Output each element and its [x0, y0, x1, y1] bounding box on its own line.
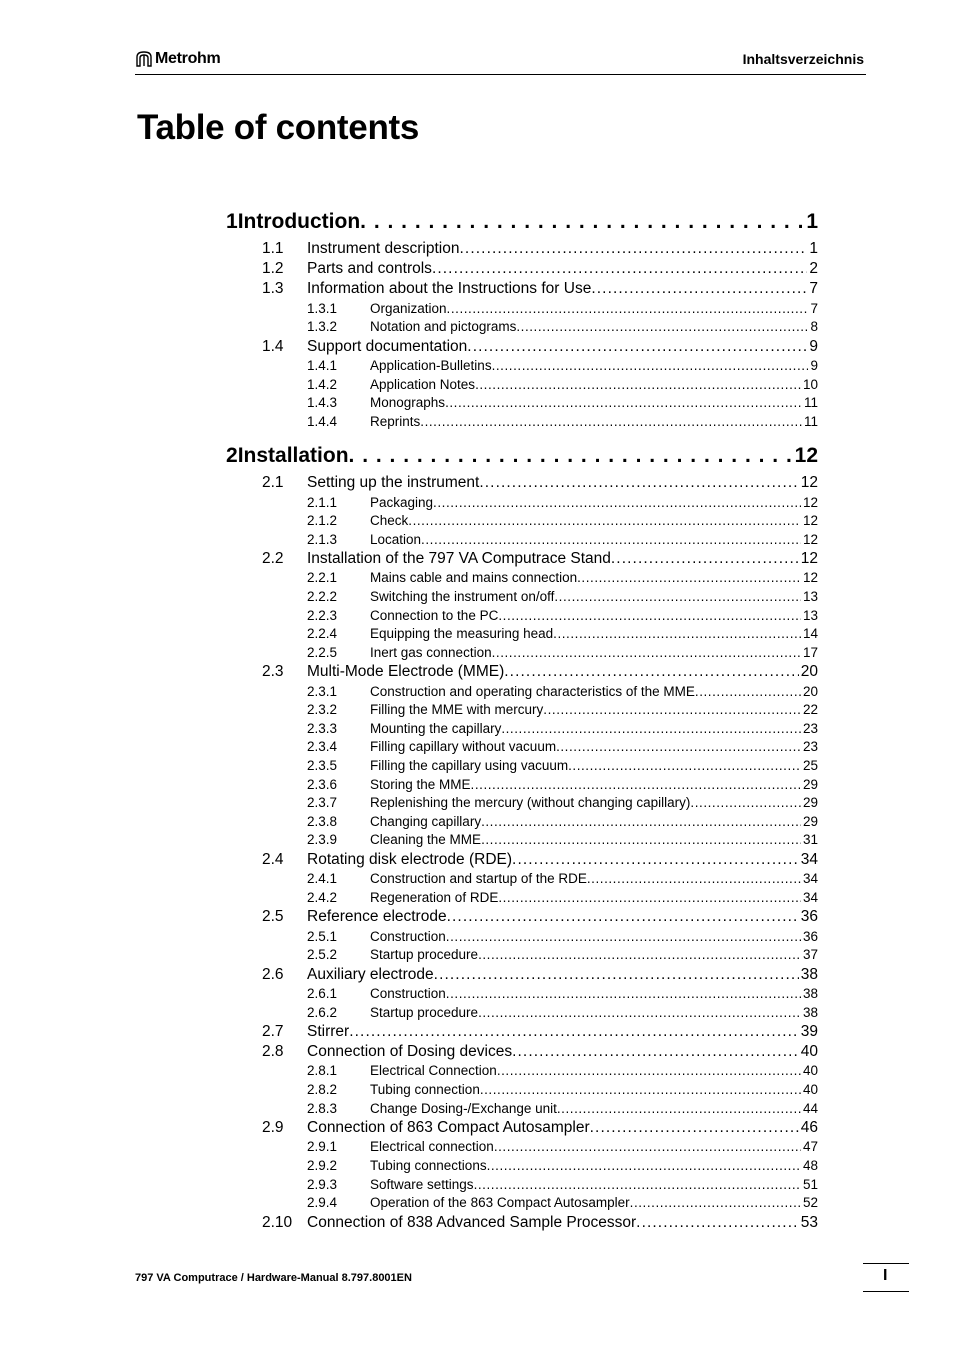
dot-leader: [494, 1139, 801, 1154]
subsection-page: 52: [802, 1195, 818, 1211]
subsection-title: Organization: [370, 300, 447, 316]
toc-subsection-entry[interactable]: [226, 395, 818, 414]
subsection-number: 1.4.2: [307, 376, 338, 392]
section-number: 2.4: [262, 850, 284, 868]
subsection-number: 2.3.3: [307, 720, 338, 736]
subsection-number: 2.4.1: [307, 871, 338, 887]
section-number: 2.1: [262, 474, 284, 492]
toc-subsection-entry[interactable]: [226, 929, 818, 948]
toc-subsection-entry[interactable]: [226, 795, 818, 814]
subsection-title: Tubing connection: [370, 1082, 480, 1098]
toc-subsection-entry[interactable]: [226, 589, 818, 608]
dot-leader: [611, 550, 799, 568]
dot-leader: [433, 495, 801, 510]
dot-leader: [487, 1158, 801, 1173]
dot-leader: [557, 1101, 801, 1116]
dot-leader: [587, 871, 801, 886]
toc-section-entry[interactable]: [226, 338, 818, 358]
subsection-title: Equipping the measuring head: [370, 626, 554, 642]
subsection-title: Reprints: [370, 413, 421, 429]
subsection-title: Construction and startup of the RDE: [370, 871, 587, 887]
chapter-title: Introduction: [237, 210, 361, 233]
subsection-number: 2.3.1: [307, 683, 338, 699]
subsection-number: 2.9.1: [307, 1139, 338, 1155]
dot-leader: [556, 739, 801, 754]
subsection-title: Notation and pictograms: [370, 319, 517, 335]
toc-subsection-entry[interactable]: [226, 777, 818, 796]
toc-subsection-entry[interactable]: [226, 301, 818, 320]
subsection-page: 29: [802, 795, 818, 811]
toc-subsection-entry[interactable]: [226, 1082, 818, 1101]
dot-leader: [467, 338, 807, 356]
chapter-number: 2: [226, 444, 238, 468]
dot-leader: [460, 240, 808, 258]
metrohm-logo: [135, 50, 220, 68]
subsection-title: Storing the MME: [370, 776, 471, 792]
section-number: 2.2: [262, 550, 284, 568]
toc-section-entry[interactable]: [226, 260, 818, 280]
subsection-number: 2.6.2: [307, 1004, 338, 1020]
page-header: [135, 48, 866, 75]
toc-subsection-entry[interactable]: [226, 513, 818, 532]
subsection-title: Filling the capillary using vacuum: [370, 758, 569, 773]
toc-section-entry[interactable]: [226, 851, 818, 871]
subsection-number: 2.1.3: [307, 531, 338, 547]
subsection-title: Application Notes: [370, 376, 476, 392]
section-title: Connection of 863 Compact Autosampler: [307, 1119, 590, 1137]
section-number: 2.7: [262, 1023, 284, 1041]
logo-text: Metrohm: [155, 50, 221, 67]
subsection-title: Tubing connections: [370, 1158, 487, 1174]
toc-subsection-entry[interactable]: [226, 608, 818, 627]
toc-subsection-entry[interactable]: [226, 1195, 818, 1214]
subsection-number: 2.2.4: [307, 626, 338, 642]
toc-subsection-entry[interactable]: [226, 721, 818, 740]
section-page: 20: [800, 663, 818, 681]
section-title: Installation of the 797 VA Computrace Stand: [307, 550, 611, 568]
subsection-title: Mounting the capillary: [370, 720, 502, 736]
subsection-page: 12: [802, 570, 818, 586]
toc-subsection-entry[interactable]: [226, 947, 818, 966]
chapter-number: 1: [226, 210, 238, 233]
subsection-number: 2.2.3: [307, 607, 338, 623]
dot-leader: [498, 608, 801, 623]
dot-leader: [471, 777, 801, 792]
subsection-number: 1.3.1: [307, 300, 338, 316]
dot-leader: [568, 758, 801, 773]
subsection-page: 37: [802, 947, 818, 963]
toc-subsection-entry[interactable]: [226, 626, 818, 645]
toc-section-entry[interactable]: [226, 908, 818, 928]
toc-section-entry[interactable]: [226, 966, 818, 986]
section-page: 46: [800, 1119, 818, 1137]
dot-leader: [349, 444, 793, 468]
dot-leader: [432, 260, 807, 278]
section-title: Rotating disk electrode (RDE): [307, 850, 513, 868]
subsection-page: 12: [802, 513, 818, 529]
subsection-number: 1.4.3: [307, 395, 338, 411]
dot-leader: [349, 1023, 799, 1041]
toc-subsection-entry[interactable]: [226, 377, 818, 396]
section-title: Connection of Dosing devices: [307, 1043, 513, 1061]
toc-subsection-entry[interactable]: [226, 414, 818, 433]
section-title: Multi-Mode Electrode (MME): [307, 663, 505, 681]
toc-subsection-entry[interactable]: [226, 871, 818, 890]
subsection-number: 2.9.2: [307, 1158, 338, 1174]
chapter-title: Installation: [237, 444, 349, 468]
dot-leader: [501, 721, 801, 736]
dot-leader: [591, 280, 807, 298]
dot-leader: [492, 645, 801, 660]
dot-leader: [474, 1177, 801, 1192]
toc-subsection-entry[interactable]: [226, 739, 818, 758]
subsection-page: 29: [802, 776, 818, 792]
section-page: 2: [809, 260, 818, 278]
subsection-title: Filling the MME with mercury: [370, 702, 544, 718]
subsection-page: 10: [802, 376, 818, 392]
toc-section-entry[interactable]: [226, 474, 818, 494]
subsection-page: 12: [802, 531, 818, 547]
subsection-page: 31: [802, 832, 818, 848]
page-number-box: [863, 1263, 909, 1292]
subsection-page: 20: [802, 683, 818, 699]
subsection-page: 44: [802, 1100, 818, 1116]
toc-section-entry[interactable]: [226, 550, 818, 570]
subsection-title: Application-Bulletins: [370, 357, 492, 373]
toc-subsection-entry[interactable]: [226, 986, 818, 1005]
subsection-page: 14: [802, 626, 818, 642]
toc-subsection-entry[interactable]: [226, 1063, 818, 1082]
dot-leader: [446, 986, 801, 1001]
subsection-page: 22: [802, 702, 818, 718]
section-page: 7: [809, 280, 818, 298]
chapter-page: 1: [806, 210, 818, 233]
subsection-title: Switching the instrument on/off: [370, 589, 555, 605]
toc-subsection-entry[interactable]: [226, 702, 818, 721]
section-page: 40: [800, 1043, 818, 1061]
subsection-page: 40: [802, 1063, 818, 1079]
section-page: 34: [800, 850, 818, 868]
subsection-number: 2.9.4: [307, 1195, 338, 1211]
dot-leader: [479, 474, 798, 492]
section-number: 1.2: [262, 260, 284, 278]
subsection-number: 2.6.1: [307, 985, 338, 1001]
subsection-page: 12: [802, 494, 818, 510]
section-number: 1.3: [262, 280, 284, 298]
dot-leader: [504, 663, 799, 681]
section-title: Stirrer: [307, 1023, 350, 1041]
dot-leader: [577, 570, 801, 585]
subsection-page: 25: [802, 758, 818, 773]
section-page: 9: [809, 337, 818, 355]
subsection-number: 2.8.2: [307, 1082, 338, 1098]
subsection-page: 17: [802, 644, 818, 660]
subsection-page: 11: [803, 395, 818, 411]
dot-leader: [475, 377, 801, 392]
toc-section-entry[interactable]: [226, 280, 818, 300]
subsection-page: 51: [802, 1176, 818, 1192]
section-title: Reference electrode: [307, 908, 447, 926]
subsection-title: Construction: [370, 928, 446, 944]
subsection-page: 36: [802, 928, 818, 944]
dot-leader: [446, 929, 801, 944]
toc-subsection-entry[interactable]: [226, 814, 818, 833]
section-title: Instrument description: [307, 240, 460, 257]
section-title: Auxiliary electrode: [307, 965, 434, 983]
dot-leader: [421, 532, 801, 547]
toc-subsection-entry[interactable]: [226, 358, 818, 377]
metrohm-logo-icon: [135, 51, 153, 67]
subsection-number: 2.2.2: [307, 589, 338, 605]
toc-section-entry[interactable]: [226, 240, 818, 260]
toc-subsection-entry[interactable]: [226, 495, 818, 514]
toc-subsection-entry[interactable]: [226, 319, 818, 338]
subsection-title: Change Dosing-/Exchange unit: [370, 1100, 557, 1116]
toc-subsection-entry[interactable]: [226, 890, 818, 909]
subsection-number: 2.2.5: [307, 644, 338, 660]
section-page: 53: [800, 1213, 818, 1231]
dot-leader: [497, 1063, 801, 1078]
section-page: 1: [809, 240, 818, 257]
section-number: 2.9: [262, 1119, 284, 1137]
subsection-title: Filling capillary without vacuum: [370, 739, 557, 755]
subsection-title: Packaging: [370, 494, 434, 510]
subsection-page: 47: [802, 1139, 818, 1155]
subsection-title: Connection to the PC: [370, 607, 499, 623]
subsection-page: 11: [803, 413, 818, 429]
subsection-page: 29: [802, 813, 818, 829]
toc-subsection-entry[interactable]: [226, 570, 818, 589]
subsection-page: 48: [802, 1158, 818, 1174]
toc-subsection-entry[interactable]: [226, 1101, 818, 1120]
section-number: 2.10: [262, 1213, 293, 1231]
subsection-title: Software settings: [370, 1176, 474, 1192]
subsection-page: 23: [802, 739, 818, 755]
dot-leader: [480, 1082, 801, 1097]
dot-leader: [543, 702, 801, 717]
section-page: 12: [800, 474, 818, 492]
subsection-number: 2.3.2: [307, 702, 338, 718]
dot-leader: [478, 1005, 801, 1020]
dot-leader: [445, 395, 802, 410]
toc-section-entry[interactable]: [226, 1043, 818, 1063]
toc-subsection-entry[interactable]: [226, 1005, 818, 1024]
section-number: 2.8: [262, 1043, 284, 1061]
toc-subsection-entry[interactable]: [226, 1177, 818, 1196]
subsection-number: 2.5.2: [307, 947, 338, 963]
dot-leader: [360, 210, 804, 234]
dot-leader: [434, 966, 799, 984]
dot-leader: [447, 908, 799, 926]
dot-leader: [512, 1043, 799, 1061]
dot-leader: [516, 319, 808, 334]
toc-subsection-entry[interactable]: [226, 684, 818, 703]
toc-section-entry[interactable]: [226, 1214, 818, 1234]
subsection-number: 1.3.2: [307, 319, 338, 335]
dot-leader: [690, 795, 801, 810]
subsection-title: Mains cable and mains connection: [370, 570, 578, 586]
footer-doc-info: 797 VA Computrace / Hardware-Manual 8.797.8001EN: [135, 1272, 412, 1284]
subsection-title: Replenishing the mercury (without changing capillary): [370, 795, 691, 811]
subsection-page: 13: [802, 607, 818, 623]
dot-leader: [478, 947, 801, 962]
section-title: Information about the Instructions for Use: [307, 280, 592, 298]
subsection-page: 40: [802, 1082, 818, 1098]
dot-leader: [408, 513, 801, 528]
section-number: 1.4: [262, 337, 284, 355]
subsection-number: 2.3.4: [307, 739, 338, 755]
subsection-title: Electrical connection: [370, 1139, 494, 1155]
subsection-title: Location: [370, 531, 422, 547]
toc-subsection-entry[interactable]: [226, 532, 818, 551]
subsection-number: 2.3.6: [307, 776, 338, 792]
section-title: Connection of 838 Advanced Sample Processor: [307, 1213, 637, 1231]
running-header: Inhaltsverzeichnis: [742, 51, 864, 67]
subsection-title: Construction and operating characteristics of the MME: [370, 683, 695, 699]
dot-leader: [553, 626, 801, 641]
table-of-contents: [226, 210, 818, 1234]
section-number: 2.6: [262, 965, 284, 983]
toc-chapter-entry[interactable]: [226, 210, 818, 240]
dot-leader: [512, 851, 799, 869]
section-page: 12: [800, 550, 818, 568]
subsection-page: 13: [802, 589, 818, 605]
subsection-number: 2.4.2: [307, 889, 338, 905]
subsection-number: 2.3.5: [307, 758, 338, 773]
toc-chapter-entry[interactable]: [226, 444, 818, 474]
subsection-page: 23: [802, 720, 818, 736]
subsection-page: 34: [802, 889, 818, 905]
subsection-title: Electrical Connection: [370, 1063, 497, 1079]
chapter-gap: [226, 432, 818, 444]
subsection-number: 2.2.1: [307, 570, 338, 586]
dot-leader: [420, 414, 802, 429]
toc-section-entry[interactable]: [226, 1119, 818, 1139]
page-title: Table of contents: [137, 108, 420, 147]
section-number: 2.5: [262, 908, 284, 926]
subsection-title: Monographs: [370, 395, 446, 411]
dot-leader: [481, 832, 801, 847]
dot-leader: [590, 1119, 799, 1137]
subsection-title: Construction: [370, 985, 446, 1001]
section-number: 1.1: [262, 240, 284, 257]
section-page: 36: [800, 908, 818, 926]
subsection-number: 1.4.1: [307, 357, 338, 373]
section-page: 39: [800, 1023, 818, 1041]
chapter-page: 12: [794, 444, 818, 468]
toc-section-entry[interactable]: [226, 1023, 818, 1043]
subsection-title: Inert gas connection: [370, 644, 492, 660]
subsection-number: 2.3.7: [307, 795, 338, 811]
subsection-number: 2.3.9: [307, 832, 338, 848]
dot-leader: [447, 301, 809, 316]
subsection-title: Cleaning the MME: [370, 832, 482, 848]
subsection-page: 38: [802, 1004, 818, 1020]
toc-subsection-entry[interactable]: [226, 1158, 818, 1177]
subsection-page: 34: [802, 871, 818, 887]
subsection-number: 1.4.4: [307, 413, 338, 429]
subsection-number: 2.9.3: [307, 1176, 338, 1192]
subsection-title: Startup procedure: [370, 947, 479, 963]
section-title: Parts and controls: [307, 260, 432, 278]
dot-leader: [481, 814, 801, 829]
subsection-number: 2.8.3: [307, 1100, 338, 1116]
subsection-number: 2.5.1: [307, 928, 338, 944]
page-number: I: [883, 1267, 888, 1284]
subsection-title: Operation of the 863 Compact Autosampler: [370, 1195, 630, 1211]
subsection-title: Regeneration of RDE: [370, 889, 499, 905]
dot-leader: [554, 589, 801, 604]
subsection-number: 2.1.2: [307, 513, 338, 529]
subsection-title: Check: [370, 513, 409, 529]
toc-subsection-entry[interactable]: [226, 645, 818, 664]
section-title: Setting up the instrument: [307, 474, 480, 492]
dot-leader: [695, 684, 801, 699]
subsection-page: 9: [810, 357, 818, 373]
toc-subsection-entry[interactable]: [226, 758, 818, 777]
toc-subsection-entry[interactable]: [226, 832, 818, 851]
subsection-number: 2.8.1: [307, 1063, 338, 1079]
section-number: 2.3: [262, 663, 284, 681]
subsection-number: 2.1.1: [307, 494, 338, 510]
section-page: 38: [800, 965, 818, 983]
dot-leader: [630, 1195, 801, 1210]
toc-subsection-entry[interactable]: [226, 1139, 818, 1158]
subsection-page: 38: [802, 985, 818, 1001]
dot-leader: [492, 358, 809, 373]
subsection-number: 2.3.8: [307, 813, 338, 829]
subsection-page: 8: [810, 319, 818, 335]
toc-section-entry[interactable]: [226, 663, 818, 683]
subsection-page: 7: [810, 300, 818, 316]
subsection-title: Changing capillary: [370, 813, 482, 829]
section-title: Support documentation: [307, 337, 468, 355]
dot-leader: [636, 1214, 799, 1232]
subsection-title: Startup procedure: [370, 1004, 479, 1020]
dot-leader: [498, 890, 801, 905]
